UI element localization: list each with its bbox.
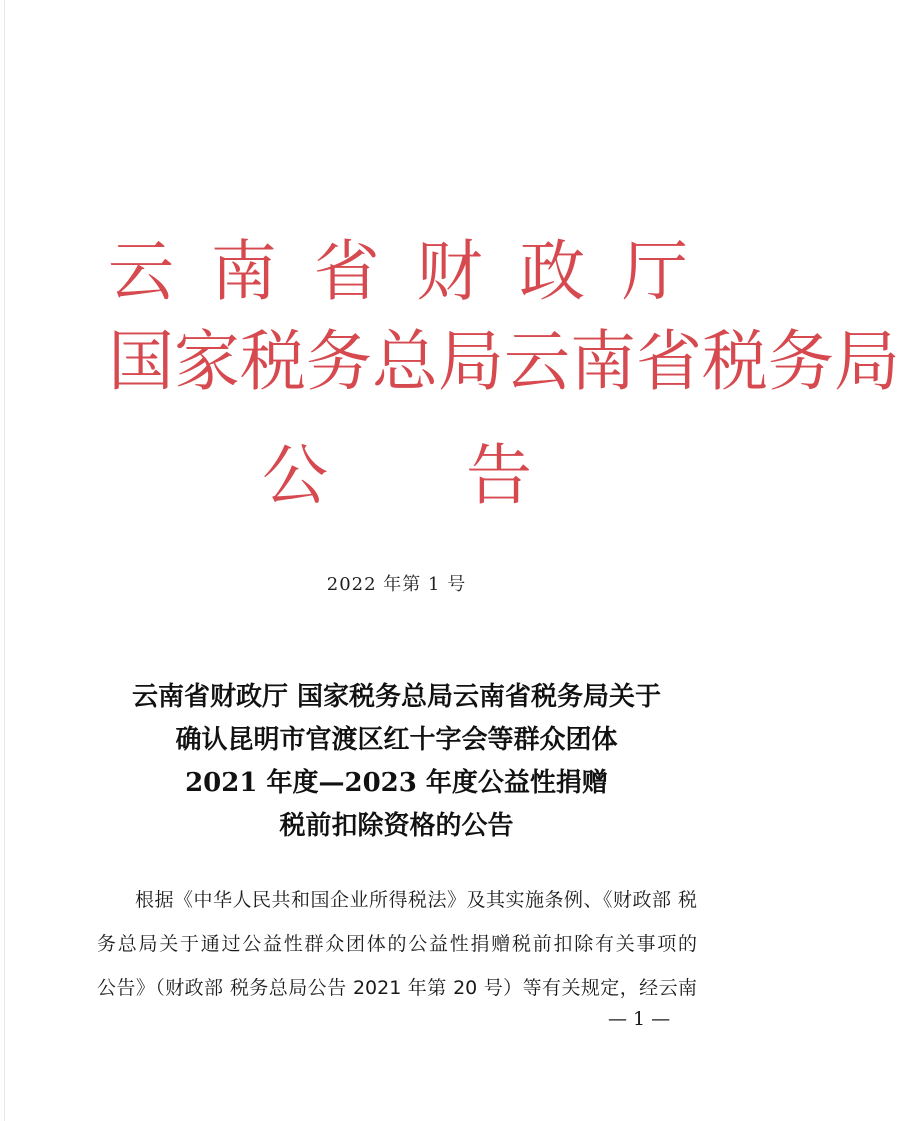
body-paragraph — [97, 878, 697, 1010]
issuer-line-tax-bureau — [108, 322, 900, 402]
heading-char: 税 — [240, 323, 306, 400]
heading-char: 财 — [416, 233, 483, 310]
heading-char: 省 — [636, 323, 702, 400]
heading-char: 南 — [570, 323, 636, 400]
heading-char: 告 — [466, 437, 532, 514]
heading-char: 公 — [262, 437, 328, 514]
heading-char: 税 — [702, 323, 768, 400]
heading-char: 省 — [313, 233, 380, 310]
heading-char: 局 — [834, 323, 900, 400]
body-line: 务总局关于通过公益性群众团体的公益性捐赠税前扣除有关事项的 — [97, 933, 697, 955]
heading-char: 云 — [108, 233, 174, 310]
heading-char: 务 — [768, 323, 834, 400]
title-line: 2021 年度—2023 年度公益性捐赠 — [185, 768, 608, 798]
title-line: 税前扣除资格的公告 — [279, 811, 514, 841]
heading-char: 家 — [174, 323, 240, 400]
document-title — [60, 676, 733, 848]
heading-char: 政 — [519, 233, 586, 310]
body-line: 公告》（财政部 税务总局公告 2021 年第 20 号）等有关规定，经云南 — [97, 977, 697, 999]
page-number: — 1 — — [608, 1008, 671, 1030]
title-line: 确认昆明市官渡区红十字会等群众团体 — [175, 725, 618, 755]
document-number: 2022 年第 1 号 — [326, 574, 467, 595]
page-edge — [4, 0, 5, 1121]
document-type-heading — [262, 436, 532, 516]
issuer-line-finance-department — [108, 232, 688, 312]
heading-char: 国 — [108, 323, 174, 400]
heading-char: 务 — [306, 323, 372, 400]
title-line: 云南省财政厅 国家税务总局云南省税务局关于 — [131, 682, 662, 712]
heading-char: 总 — [372, 323, 438, 400]
body-line: 根据《中华人民共和国企业所得税法》及其实施条例、《财政部 税 — [135, 889, 697, 911]
heading-char: 局 — [438, 323, 504, 400]
heading-char: 南 — [210, 233, 277, 310]
heading-char: 厅 — [621, 233, 688, 310]
heading-char: 云 — [504, 323, 570, 400]
